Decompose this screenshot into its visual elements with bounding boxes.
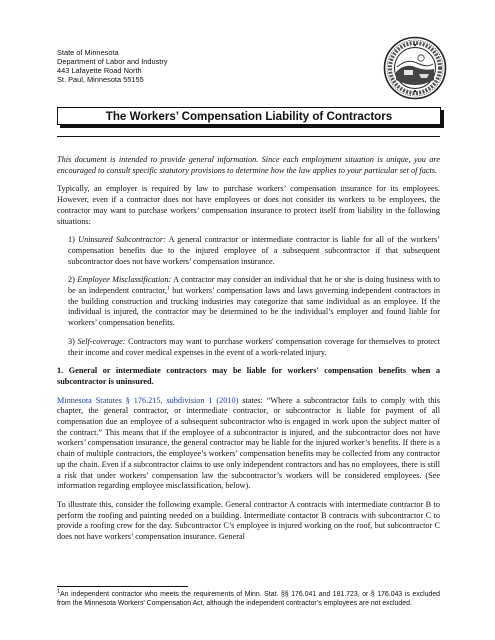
list-item-self-coverage: 3) Self-coverage: Contractors may want to purchase workers' compensation coverage for themselves to protect their income and cover medical expenses in the event of a work-related injury. [68,336,441,357]
list-item-uninsured-subcontractor: 1) Uninsured Subcontractor: A general contractor or intermediate contractor is liable for all of the workers’ compensation benefits due to the injured employee of a subsequent subcontractor if that subsequent subcontractor does not have workers’ compensation insurance. [68,235,440,266]
state-seal-icon [383,36,447,100]
agency-address-block [57,48,168,84]
statute-text: states: “Where a subcontractor fails to comply with this chapter, the general contractor, or intermediate contractor, or subcontractor is liable for payment of all compensation due an employee of a subsequent subcontractor who is engaged in work upon the subject matter of the contract.” This means that if the employee of a subcontractor is injured, and the subcontractor does not have workers’ compensation insurance, the general contractor may be liable for the injured worker’s benefits. If there is a chain of multiple contractors, the employee’s workers’ compensation benefits may be collected from any contractor up the chain. Even if a subcontractor claims to use only independent contractors and has no employees, there is still a risk that under workers’ compensation law the subcontractor’s workers will be considered employees. (See information regarding employee misclassification, below). [57,395,440,491]
footnote [57,588,440,608]
document-title-box [57,107,441,125]
footnote-divider [57,586,188,587]
body-paragraph-1: Typically, an employer is required by law to purchase workers’ compensation insurance for its employees. However, even if a contractor does not have employees or does not consider its workers to be employees, the contractor may want to purchase workers’ compensation insurance to protect itself from liability in the following situations: [57,184,440,226]
statute-link[interactable]: Minnesota Statutes § 176.215, subdivision 1 (2010) [57,395,239,405]
agency-city: St. Paul, Minnesota 55155 [57,75,144,84]
document-body [57,155,440,551]
agency-state: State of Minnesota [57,48,119,57]
title-divider [57,136,440,137]
agency-street: 443 Lafayette Road North [57,66,142,75]
list-item-label: Uninsured Subcontractor: [78,235,166,245]
list-item-text: Contractors may want to purchase workers' compensation coverage for themselves to protect their income and cover medical expenses in the event of a work-related injury. [68,336,441,357]
intro-paragraph: This document is intended to provide general information. Since each employment situation is unique, you are encouraged to consult specific statutory provisions to determine how the law applies to your particular set of facts. [57,155,440,175]
document-title: The Workers’ Compensation Liability of Contractors [105,109,393,123]
body-paragraph-2: To illustrate this, consider the following example. General contractor A contracts with intermediate contractor B to perform the roofing and painting needed on a building. Intermediate contactor B contracts with subcontractor C to provide a roofing crew for the day. Subcontractor C’s employee is injured working on the roof, but subcontractor C does not have workers’ compensation insurance. General [57,499,440,542]
statute-paragraph [57,396,440,492]
footnote-reference[interactable]: 1 [166,285,170,292]
footnote-number: 1 [57,588,61,595]
list-item-label: Employee Misclassification: [77,275,172,285]
footnote-text: An independent contractor who meets the requirements of Minn. Stat. §§ 176.041 and 181.723, or § 176.043 is excluded from the Minnesota Workers’ Compensation Act, although the independent contractor’s employees are not excluded. [57,591,440,607]
list-item-text: A general contractor or intermediate contractor is liable for all of the workers’ compensation benefits due to the injured employee of a subsequent subcontractor if that subsequent subcontractor does not have workers’ compensation insurance. [68,235,440,266]
section-heading-1: 1. General or intermediate contractors may be liable for workers' compensation benefits when a subcontractor is uninsured. [57,366,440,386]
list-item-text: A contractor may consider an individual that he or she is doing business with to be an independent contractor, [68,275,441,296]
list-item-employee-misclassification: 2) Employee Misclassification: A contractor may consider an individual that he or she is doing business with to be an independent contractor,$^1$ but workers’ compensation laws and laws governing independent contractors in the building construction and trucking industries may categorize that same individual as an employee. If the individual is injured, the contractor may be determined to be the individual’s employer and found liable for workers’ compensation benefits. [68,275,441,328]
list-item-text: but workers’ compensation laws and laws governing independent contractors in the building construction and trucking industries may categorize that same individual as an employee. If the individual is injured, the contractor may be determined to be the individual’s employer and found liable for workers’ compensation benefits. [68,286,440,328]
agency-department: Department of Labor and Industry [57,57,168,66]
list-item-label: Self-coverage: [77,336,126,346]
